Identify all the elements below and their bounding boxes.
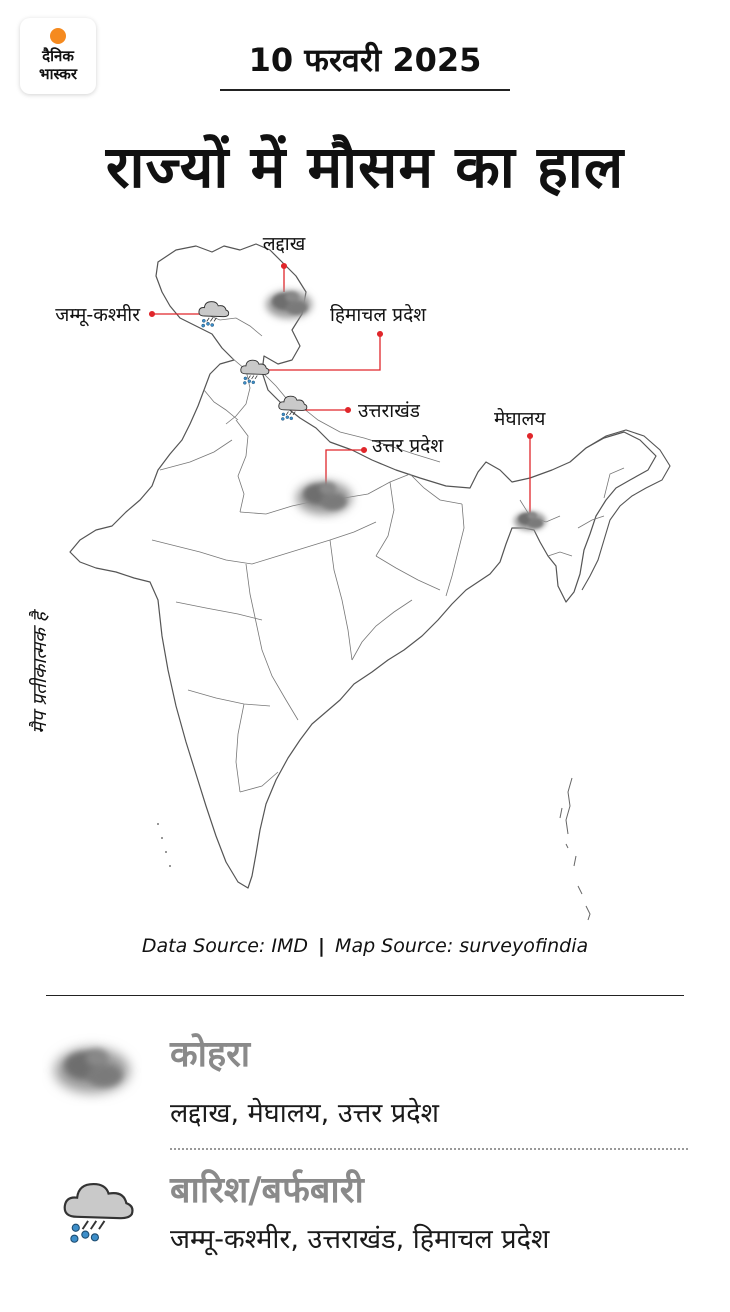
rain-snow-icon <box>199 302 229 328</box>
map-source: Map Source: surveyofindia <box>335 935 589 957</box>
state-boundaries <box>152 312 624 792</box>
label-meghalaya: मेघालय <box>494 408 546 430</box>
logo-text-line2: भास्कर <box>39 65 77 83</box>
india-map <box>0 220 730 925</box>
label-jammu-kashmir: जम्मू-कश्मीर <box>55 304 140 326</box>
brand-logo <box>20 18 96 94</box>
legend-fog-title: कोहरा <box>170 1034 251 1075</box>
rain-snow-icon <box>279 396 307 420</box>
rain-snow-icon <box>58 1174 140 1246</box>
fog-icon <box>42 1030 142 1106</box>
map-disclaimer: मैप प्रतीकात्मक है <box>29 612 51 734</box>
source-separator: | <box>318 935 325 957</box>
legend-fog-states: लद्दाख, मेघालय, उत्तर प्रदेश <box>170 1098 439 1129</box>
date-underline <box>220 89 510 91</box>
section-divider <box>46 995 684 996</box>
fog-icon <box>266 291 312 319</box>
legend-rain-states: जम्मू-कश्मीर, उत्तराखंड, हिमाचल प्रदेश <box>170 1224 550 1255</box>
label-himachal: हिमाचल प्रदेश <box>330 304 427 326</box>
fog-icon <box>296 481 352 515</box>
date-label: 10 फरवरी 2025 <box>248 41 482 79</box>
fog-icon <box>514 511 546 530</box>
logo-sun-icon <box>50 28 66 44</box>
lakshadweep-islands <box>157 823 171 867</box>
logo-text-line1: दैनिक <box>42 47 74 65</box>
legend-separator <box>170 1148 688 1150</box>
legend-rain-title: बारिश/बर्फबारी <box>170 1170 364 1211</box>
andaman-islands <box>560 778 590 920</box>
northeast-outline <box>582 430 670 590</box>
label-ladakh: लद्दाख <box>262 233 306 255</box>
source-line <box>0 932 730 960</box>
data-source: Data Source: IMD <box>141 935 308 957</box>
page-title: राज्यों में मौसम का हाल <box>105 133 625 201</box>
label-uttarakhand: उत्तराखंड <box>358 400 420 422</box>
label-uttar-pradesh: उत्तर प्रदेश <box>372 435 444 457</box>
